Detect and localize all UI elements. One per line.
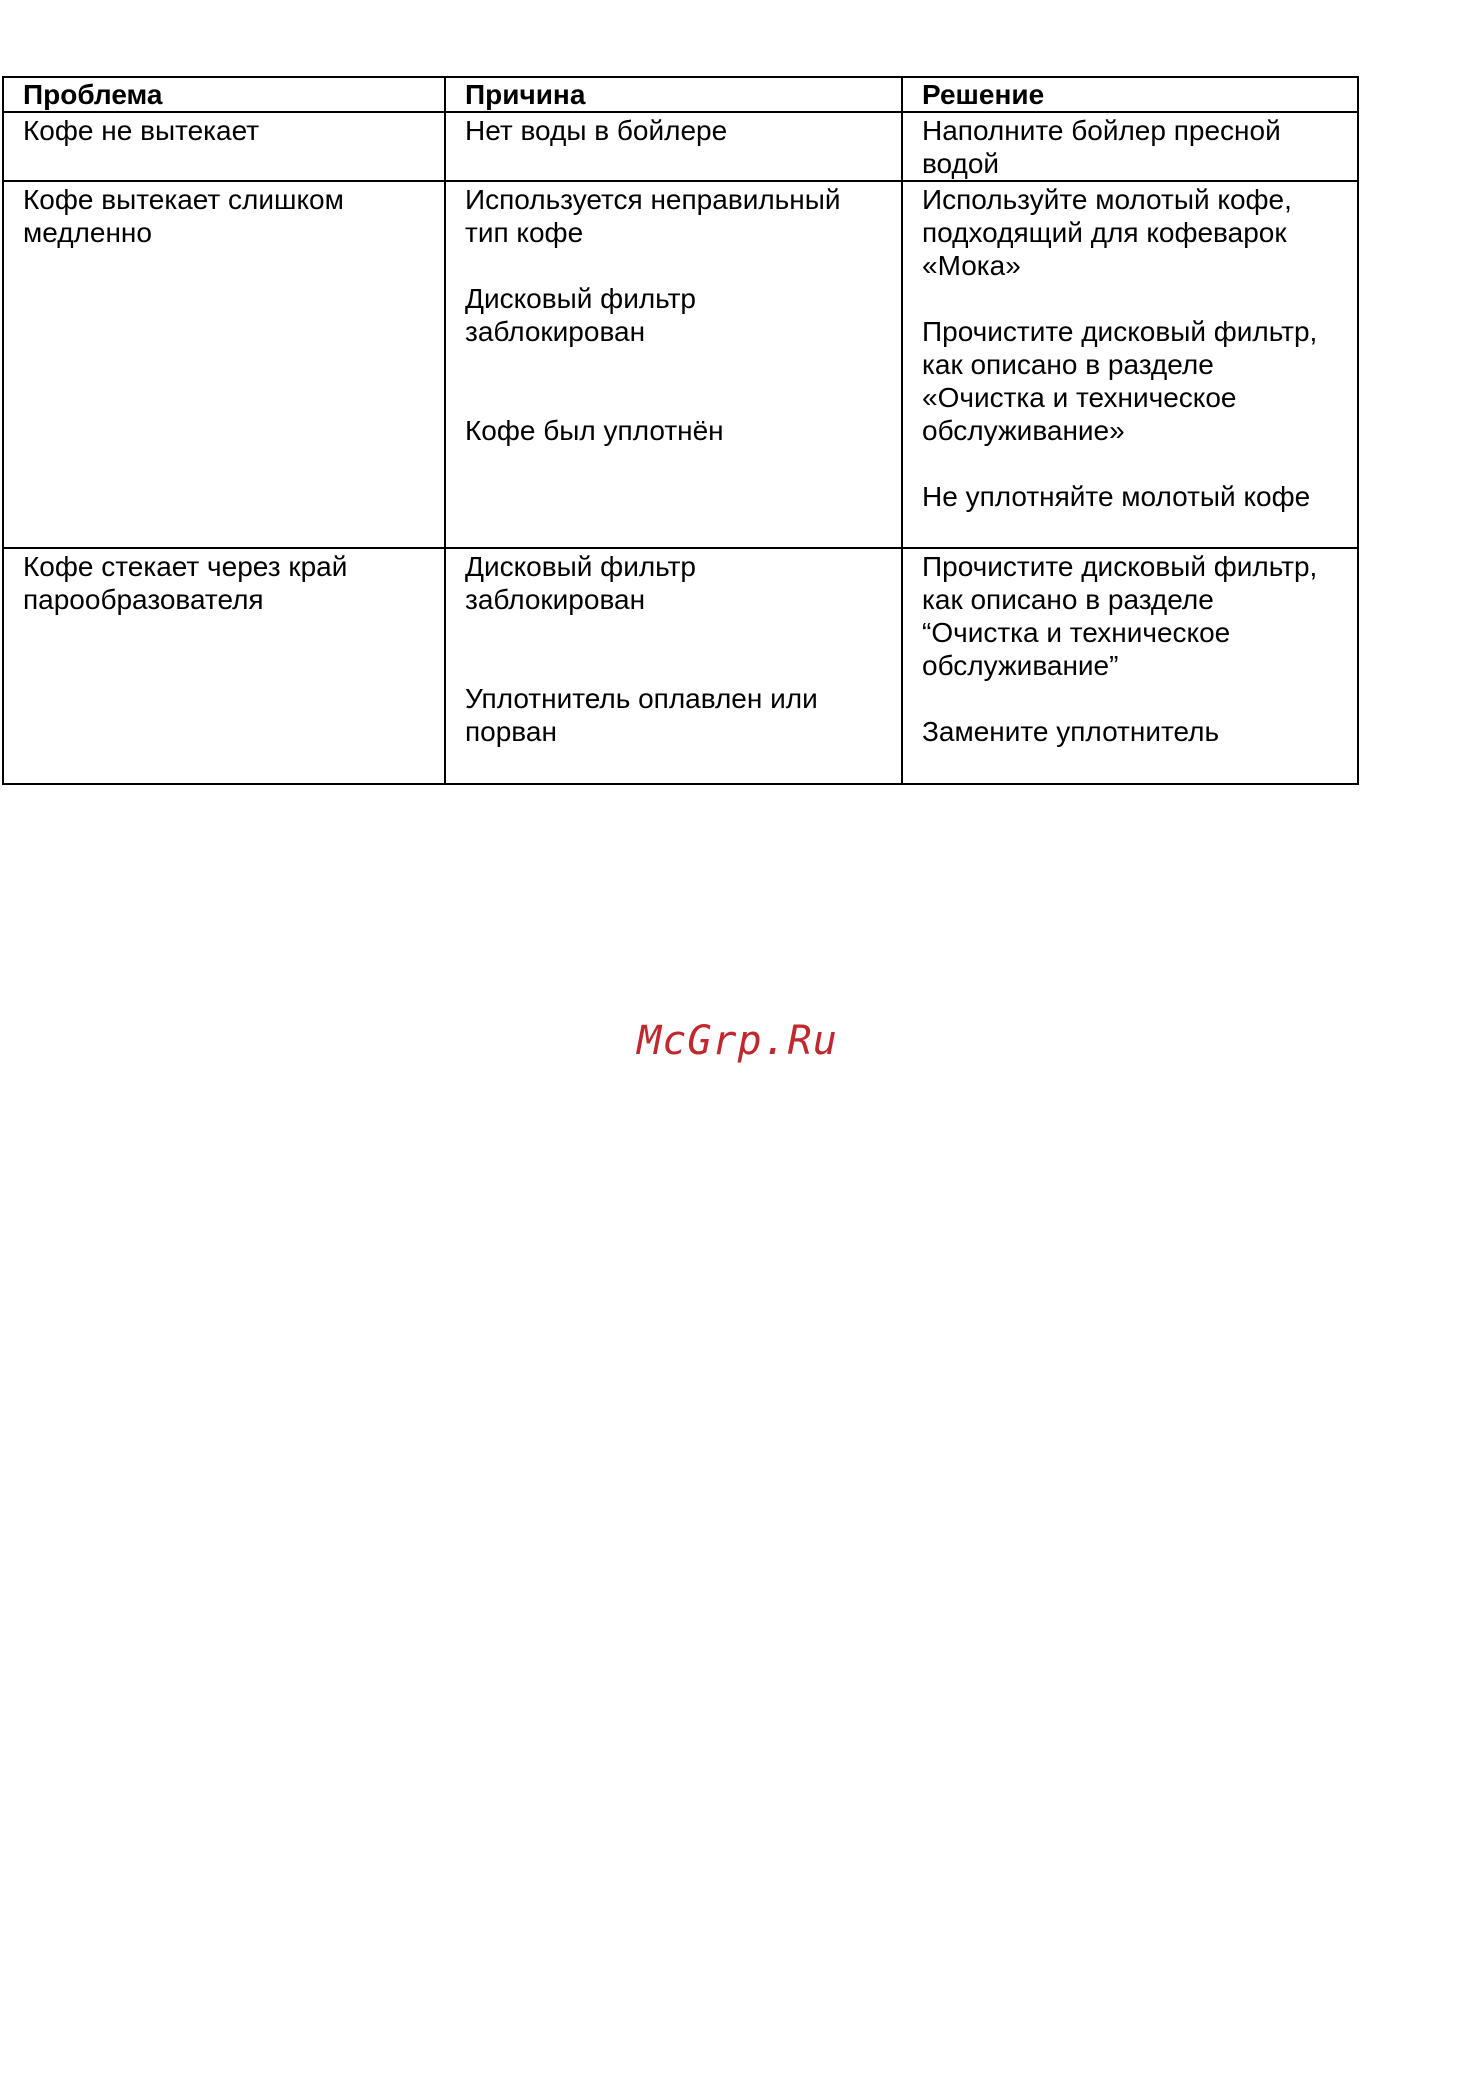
- solution-text: Не уплотняйте молотый кофе: [922, 481, 1311, 512]
- watermark-link[interactable]: McGrp.Ru: [637, 1018, 838, 1064]
- problem-text: Кофе не вытекает: [23, 115, 260, 146]
- solution-cell: [902, 181, 1358, 548]
- cause-text: Дисковый фильтр заблокирован: [465, 551, 696, 615]
- solution-text: Прочистите дисковый фильтр, как описано в разделе “Очистка и техническое обслуживание”: [922, 551, 1318, 681]
- troubleshooting-table: [2, 76, 1359, 785]
- solution-text: Используйте молотый кофе, подходящий для кофеварок «Мока»: [922, 184, 1292, 281]
- solution-cell: [902, 548, 1358, 784]
- header-cause: Причина: [445, 77, 902, 112]
- problem-cell: [3, 548, 445, 784]
- table-row: [3, 548, 1358, 784]
- problem-text: Кофе вытекает слишком медленно: [23, 184, 344, 248]
- problem-cell: [3, 181, 445, 548]
- cause-cell: [445, 548, 902, 784]
- table-row: [3, 112, 1358, 181]
- table-header-row: [3, 77, 1358, 112]
- solution-text: Наполните бойлер пресной водой: [922, 115, 1281, 179]
- problem-text: Кофе стекает через край парообразователя: [23, 551, 348, 615]
- cause-text: Уплотнитель оплавлен или порван: [465, 683, 818, 747]
- header-problem: Проблема: [3, 77, 445, 112]
- cause-cell: [445, 112, 902, 181]
- cause-cell: [445, 181, 902, 548]
- cause-text: Нет воды в бойлере: [465, 115, 728, 146]
- solution-cell: [902, 112, 1358, 181]
- cause-text: Дисковый фильтр заблокирован: [465, 283, 696, 347]
- cause-text: Используется неправильный тип кофе: [465, 184, 841, 248]
- problem-cell: [3, 112, 445, 181]
- table-row: [3, 181, 1358, 548]
- solution-text: Прочистите дисковый фильтр, как описано в разделе «Очистка и техническое обслуживание»: [922, 316, 1318, 446]
- solution-text: Замените уплотнитель: [922, 716, 1220, 747]
- cause-text: Кофе был уплотнён: [465, 415, 724, 446]
- header-solution: Решение: [902, 77, 1358, 112]
